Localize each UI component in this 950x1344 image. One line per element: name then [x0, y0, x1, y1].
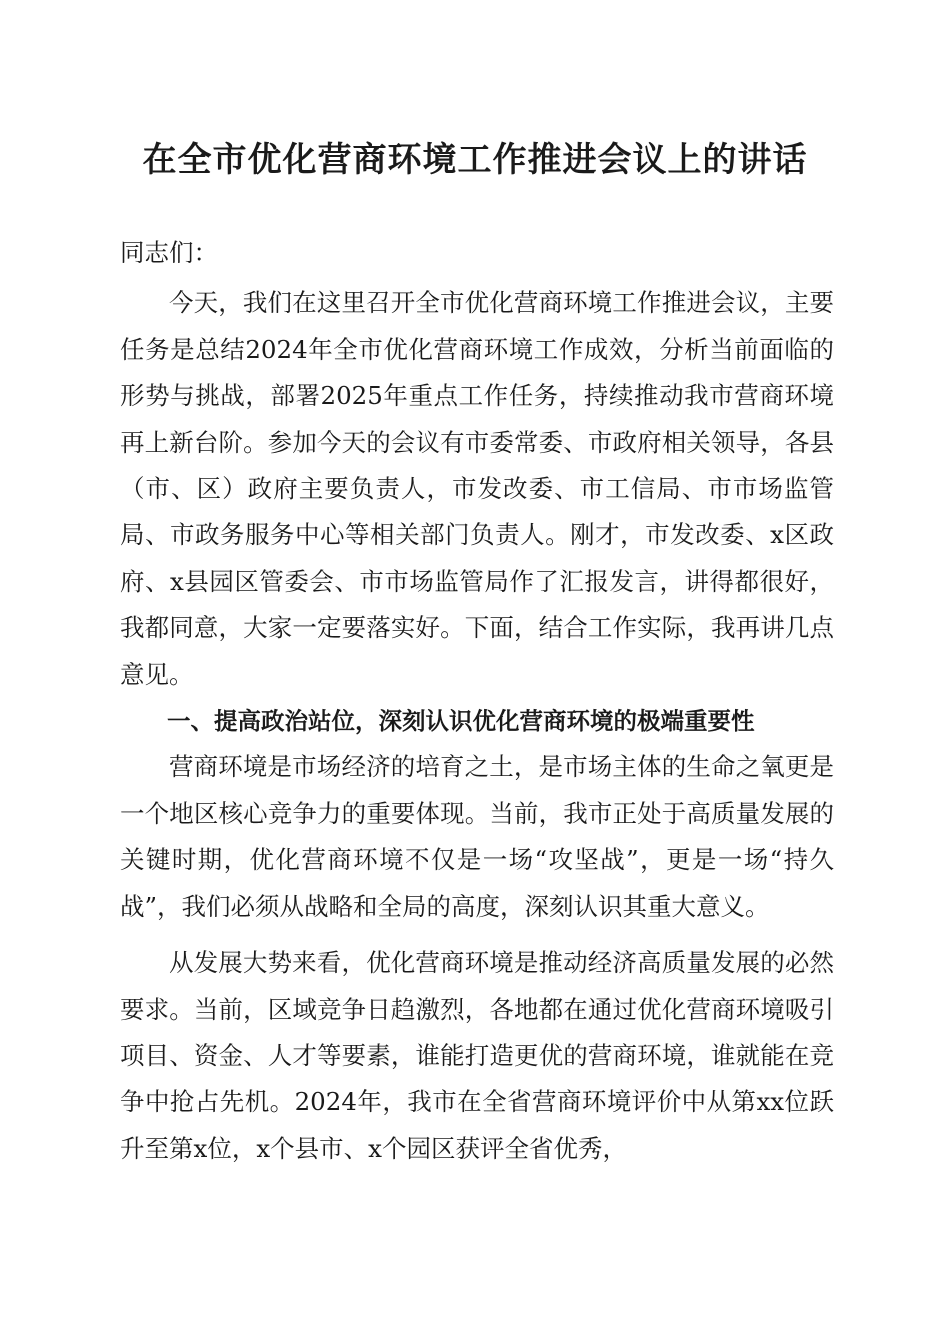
paragraph-business-environment: 营商环境是市场经济的培育之土，是市场主体的生命之氧更是一个地区核心竞争力的重要体现。当前，我市正处于高质量发展的关键时期，优化营商环境不仅是一场“攻坚战”，更是一场“持久战”，我们必须从战略和全局的高度，深刻认识其重大意义。 — [120, 752, 834, 921]
document-title: 在全市优化营商环境工作推进会议上的讲话 — [142, 140, 808, 180]
document-body — [120, 230, 834, 1172]
paragraph-development-trend: 从发展大势来看，优化营商环境是推动经济高质量发展的必然要求。当前，区域竞争日趋激烈，各地都在通过优化营商环境吸引项目、资金、人才等要素，谁能打造更优的营商环境，谁就能在竞争中抢占先机。2024年，我市在全省营商环境评价中从第xx位跃升至第x位，x个县市、x个园区获评全省优秀， — [120, 948, 834, 1163]
salutation: 同志们： — [120, 238, 218, 267]
section-heading-1: 一、提高政治站位，深刻认识优化营商环境的极端重要性 — [167, 707, 755, 736]
paragraph-opening: 今天，我们在这里召开全市优化营商环境工作推进会议，主要任务是总结2024年全市优化营商环境工作成效，分析当前面临的形势与挑战，部署2025年重点工作任务，持续推动我市营商环境再上新台阶。参加今天的会议有市委常委、市政府相关领导，各县（市、区）政府主要负责人，市发改委、市工信局、市市场监管局、市政务服务中心等相关部门负责人。刚才，市发改委、x区政府、x县园区管委会、市市场监管局作了汇报发言，讲得都很好，我都同意，大家一定要落实好。下面，结合工作实际，我再讲几点意见。 — [120, 288, 834, 689]
